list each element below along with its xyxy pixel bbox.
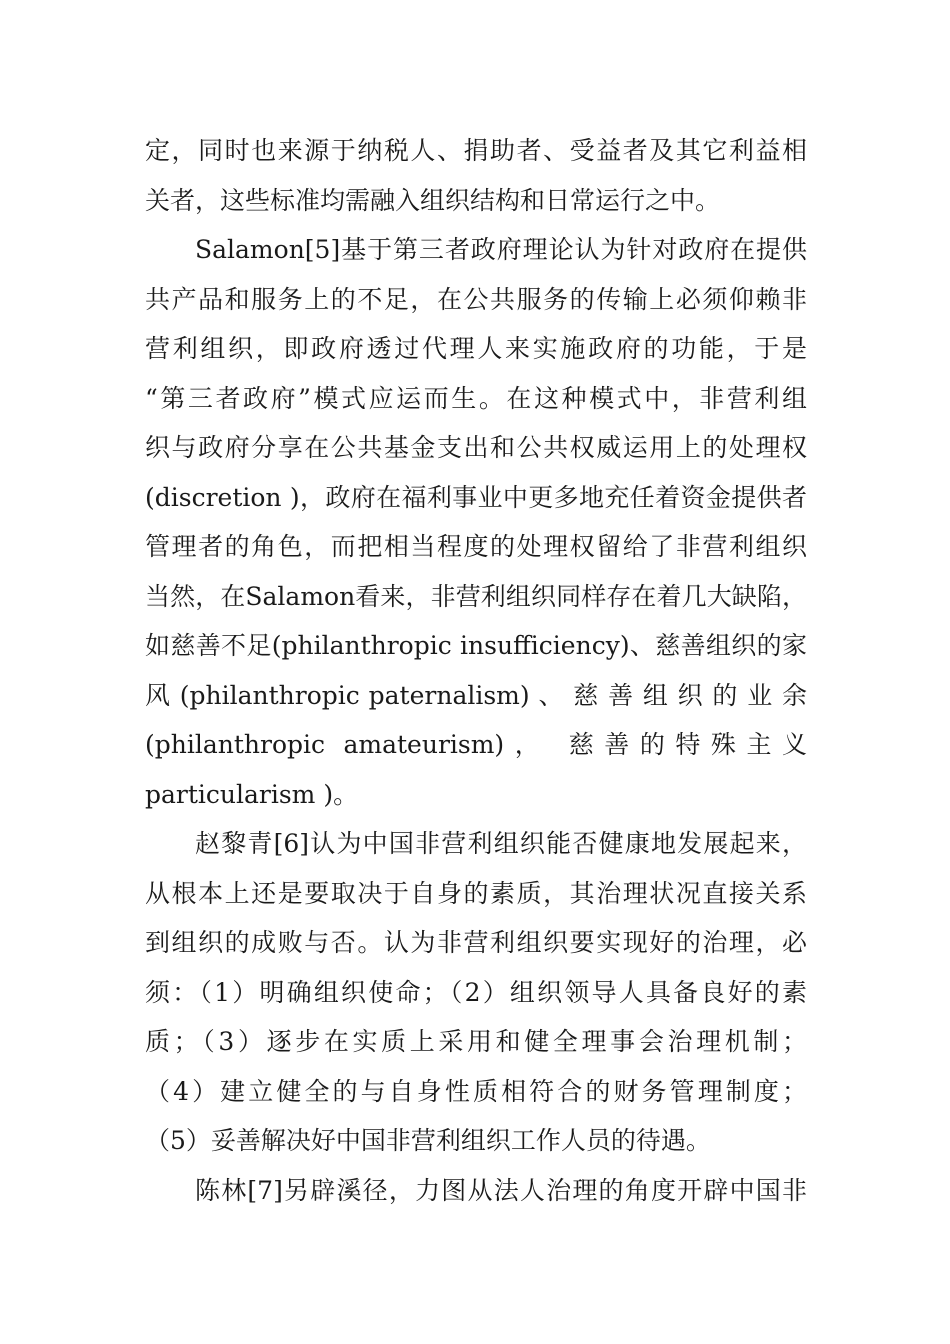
text-line: 到组织的成败与否。认为非营利组织要实现好的治理，必 (145, 928, 807, 957)
text-line: 织与政府分享在公共基金支出和公共权威运用上的处理权 (145, 433, 807, 462)
text-line: 从根本上还是要取决于自身的素质，其治理状况直接关系 (145, 878, 807, 908)
body-text (145, 126, 807, 1215)
text-line: (philanthropic amateurism)， 慈善的特殊主义 (145, 730, 807, 759)
text-line: (discretion )，政府在福利事业中更多地充任着资金提供者 (145, 482, 807, 512)
text-line: （5）妥善解决好中国非营利组织工作人员的待遇。 (145, 1126, 711, 1155)
text-line: 关者，这些标准均需融入组织结构和日常运行之中。 (145, 185, 721, 215)
text-line: （4）建立健全的与自身性质相符合的财务管理制度； (145, 1076, 807, 1106)
paragraph-start-line: 赵黎青[6]认为中国非营利组织能否健康地发展起来， (195, 829, 807, 858)
text-line: 须：（1）明确组织使命；（2）组织领导人具备良好的素 (145, 977, 807, 1007)
text-line: 如慈善不足(philanthropic insufficiency)、慈善组织的家 (145, 631, 807, 660)
paragraph-start-line: 陈林[7]另辟溪径，力图从法人治理的角度开辟中国非 (195, 1175, 807, 1205)
text-line: 质；（3）逐步在实质上采用和健全理事会治理机制； (145, 1027, 807, 1056)
text-line: 定，同时也来源于纳税人、捐助者、受益者及其它利益相 (145, 136, 807, 165)
text-line: “第三者政府”模式应运而生。在这种模式中，非营利组 (145, 383, 807, 413)
text-line: 营利组织，即政府透过代理人来实施政府的功能，于是 (145, 334, 807, 363)
text-line: particularism )。 (145, 779, 359, 809)
paragraph-start-line: Salamon[5]基于第三者政府理论认为针对政府在提供 (195, 235, 807, 264)
text-line: 当然，在Salamon看来，非营利组织同样存在着几大缺陷， (145, 581, 807, 611)
text-line: 管理者的角色，而把相当程度的处理权留给了非营利组织 (145, 532, 807, 561)
text-line: 风 (philanthropic paternalism) 、 慈 善 组 织 的 业 余 (145, 680, 807, 710)
text-line: 共产品和服务上的不足，在公共服务的传输上必须仰赖非 (145, 284, 807, 314)
